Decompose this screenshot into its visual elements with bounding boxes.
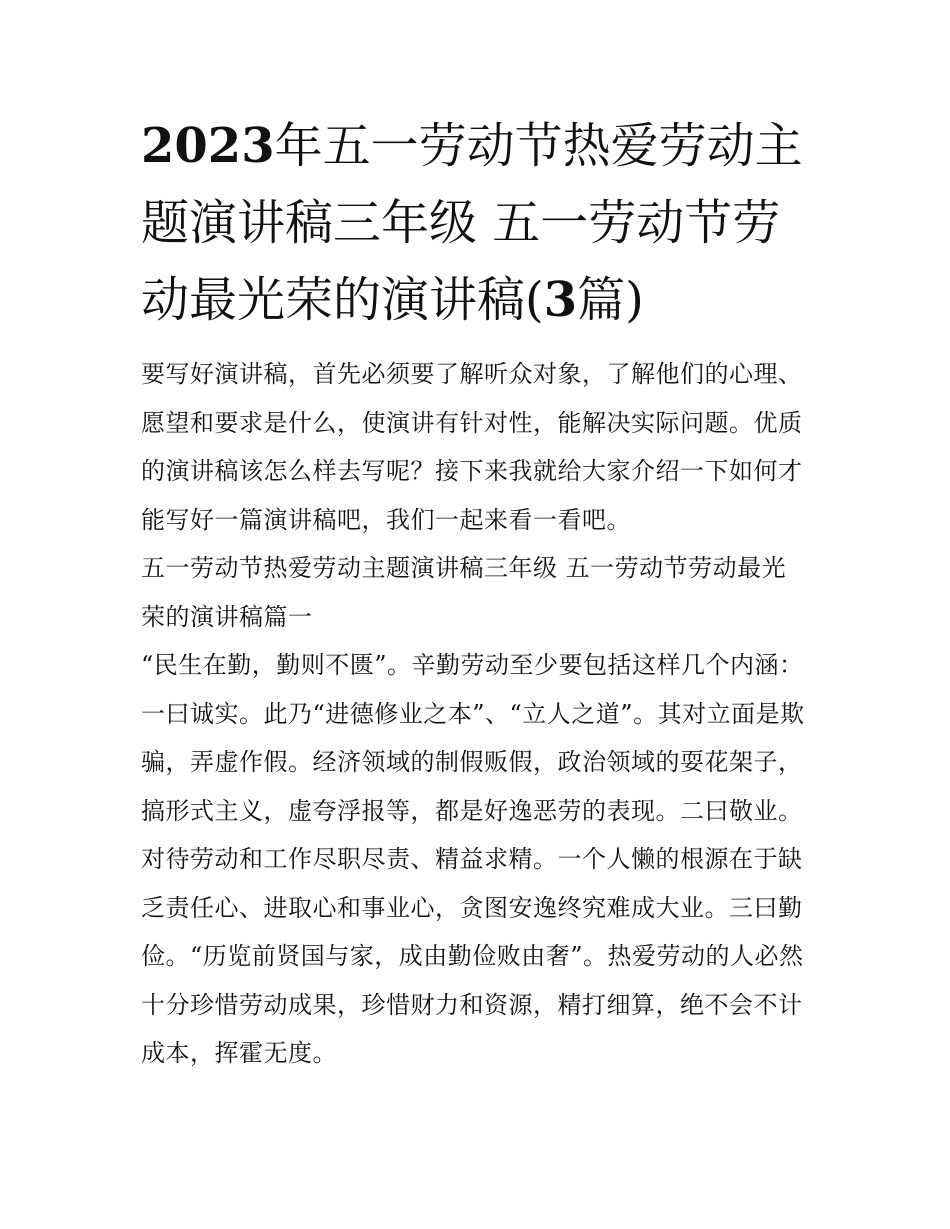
body-line: 成本，挥霍无度。 xyxy=(141,1039,337,1067)
body-line: 搞形式主义，虚夸浮报等，都是好逸恶劳的表现。二曰敬业。 xyxy=(141,796,803,825)
title-line-1 xyxy=(141,108,813,185)
body-line: “民生在勤，勤则不匮”。辛勤劳动至少要包括这样几个内涵： xyxy=(141,651,804,679)
body-line: 十分珍惜劳动成果，珍惜财力和资源，精打细算，绝不会不计 xyxy=(141,990,803,1019)
title-line-2: 题演讲稿三年级 五一劳动节劳 xyxy=(141,195,781,251)
title-line-3-suffix: 篇) xyxy=(577,272,644,328)
intro-line: 的演讲稿该怎么样去写呢？接下来我就给大家介绍一下如何才 xyxy=(141,457,803,485)
intro-line: 要写好演讲稿，首先必须要了解听众对象，了解他们的心理、 xyxy=(141,360,803,388)
title-line-3 xyxy=(141,262,813,339)
title-year: 2023 xyxy=(141,118,275,174)
section-heading xyxy=(141,544,813,641)
title-line-3-text: 动最光荣的演讲稿( xyxy=(141,272,544,328)
body-line: 一曰诚实。此乃“进德修业之本”、“立人之道”。其对立面是欺 xyxy=(141,699,805,728)
intro-line: 能写好一篇演讲稿吧，我们一起来看一看吧。 xyxy=(141,505,631,534)
intro-paragraph xyxy=(141,350,813,544)
title-line-1-text: 年五一劳动节热爱劳动主 xyxy=(274,118,803,174)
section-heading-line: 五一劳动节热爱劳动主题演讲稿三年级 五一劳动节劳动最光 xyxy=(141,554,787,582)
intro-line: 愿望和要求是什么，使演讲有针对性，能解决实际问题。优质 xyxy=(141,408,803,437)
body-line: 骗，弄虚作假。经济领域的制假贩假，政治领域的耍花架子， xyxy=(141,748,803,776)
body-line: 乏责任心、进取心和事业心，贪图安逸终究难成大业。三曰勤 xyxy=(141,893,803,922)
title-count: 3 xyxy=(543,272,578,328)
document-page xyxy=(141,108,813,1078)
section-heading-line: 荣的演讲稿篇一 xyxy=(141,602,313,631)
body-line: 对待劳动和工作尽职尽责、精益求精。一个人懒的根源在于缺 xyxy=(141,845,803,873)
body-line: 俭。“历览前贤国与家，成由勤俭败由奢”。热爱劳动的人必然 xyxy=(141,942,804,970)
document-title xyxy=(141,108,813,339)
body-paragraph xyxy=(141,641,813,1078)
